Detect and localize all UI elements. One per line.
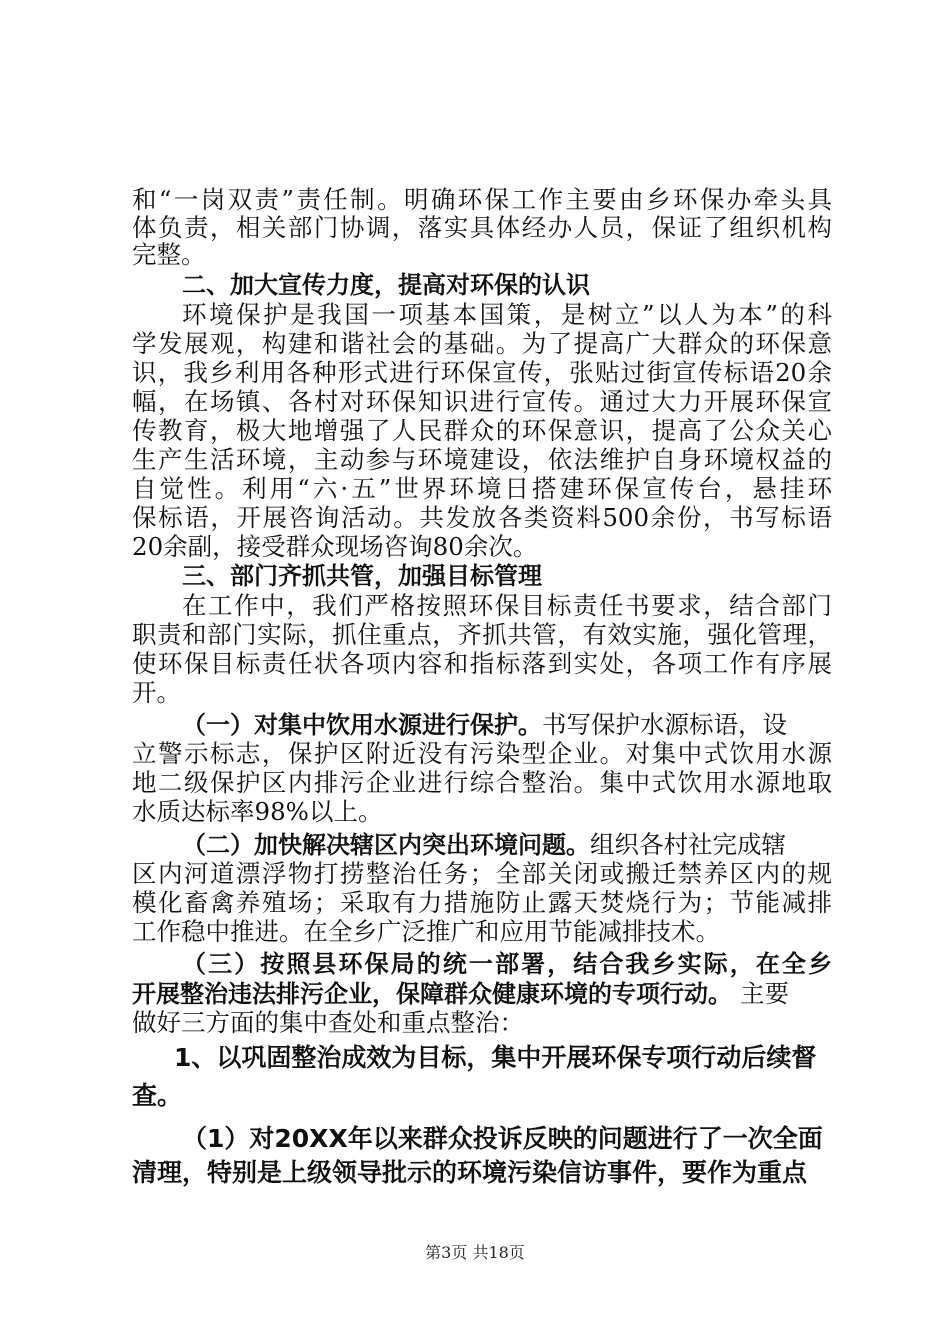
paragraph-line: 体负责，相关部门协调，落实具体经办人员，保证了组织机构: [132, 213, 832, 242]
paragraph-line: 自觉性。利用“六·五”世界环境日搭建环保宣传台，悬挂环: [132, 474, 832, 503]
subheading-inline: （二）加快解决辖区内突出环境问题。: [182, 831, 590, 859]
section-heading: 二、加大宣传力度，提高对环保的认识: [182, 271, 590, 299]
subheading-line: 1、以巩固整治成效为目标，集中开展环保专项行动后续督: [174, 1043, 817, 1072]
paragraph-line: 在工作中，我们严格按照环保目标责任书要求，结合部门: [182, 591, 832, 620]
subheading-line: （三）按照县环保局的统一部署，结合我乡实际，在全乡: [182, 950, 832, 978]
paragraph-line: 开。: [132, 678, 181, 707]
paragraph-line: 生产生活环境，主动参与环境建设，依法维护自身环境权益的: [132, 445, 832, 474]
subheading-inline: 开展整治违法排污企业，保障群众健康环境的专项行动。: [132, 980, 732, 1008]
section-heading: 三、部门齐抓共管，加强目标管理: [182, 562, 542, 590]
paragraph-line: 模化畜禽养殖场；采取有力措施防止露天焚烧行为；节能减排: [132, 888, 832, 917]
paragraph-line: 立警示标志，保护区附近没有污染型企业。对集中式饮用水源: [132, 739, 832, 768]
subheading-line: （1）对20XX年以来群众投诉反映的问题进行了一次全面: [182, 1124, 823, 1153]
paragraph-line: 幅，在场镇、各村对环保知识进行宣传。通过大力开展环保宣: [132, 387, 832, 416]
paragraph-line: 水质达标率98%以上。: [132, 797, 383, 826]
paragraph-line: 和“一岗双责”责任制。明确环保工作主要由乡环保办牵头具: [132, 185, 832, 214]
paragraph-line: 区内河道漂浮物打捞整治任务；全部关闭或搬迁禁养区内的规: [132, 859, 832, 888]
paragraph-line: 工作稳中推进。在全乡广泛推广和应用节能减排技术。: [132, 917, 720, 946]
paragraph-line: 保标语，开展咨询活动。共发放各类资料500余份，书写标语: [132, 503, 832, 532]
subheading-inline: （一）对集中饮用水源进行保护。: [182, 711, 542, 739]
paragraph-line: 环境保护是我国一项基本国策，是树立”以人为本”的科: [182, 300, 832, 329]
paragraph-line: 20余副，接受群众现场咨询80余次。: [132, 532, 538, 561]
paragraph-line: 传教育，极大地增强了人民群众的环保意识，提高了公众关心: [132, 416, 832, 445]
paragraph-line: 识，我乡利用各种形式进行环保宣传，张贴过街宣传标语20余: [132, 358, 832, 387]
paragraph-line: 做好三方面的集中查处和重点整治：: [132, 1008, 524, 1037]
paragraph-text: 组织各村社完成辖: [590, 830, 786, 859]
paragraph-line: 地二级保护区内排污企业进行综合整治。集中式饮用水源地取: [132, 768, 832, 797]
subheading-line: 查。: [132, 1081, 183, 1110]
paragraph-line: 使环保目标责任状各项内容和指标落到实处，各项工作有序展: [132, 649, 832, 678]
paragraph-line: 完整。: [132, 240, 206, 269]
paragraph-line: 职责和部门实际，抓住重点，齐抓共管，有效实施，强化管理，: [132, 620, 832, 649]
paragraph-text: 书写保护水源标语，设: [542, 710, 787, 739]
paragraph-text: 主要: [740, 979, 789, 1008]
subheading-line: 清理，特别是上级领导批示的环境污染信访事件，要作为重点: [132, 1158, 808, 1187]
page-footer: 第3页 共18页: [425, 1243, 525, 1262]
paragraph-line: 学发展观，构建和谐社会的基础。为了提高广大群众的环保意: [132, 329, 832, 358]
